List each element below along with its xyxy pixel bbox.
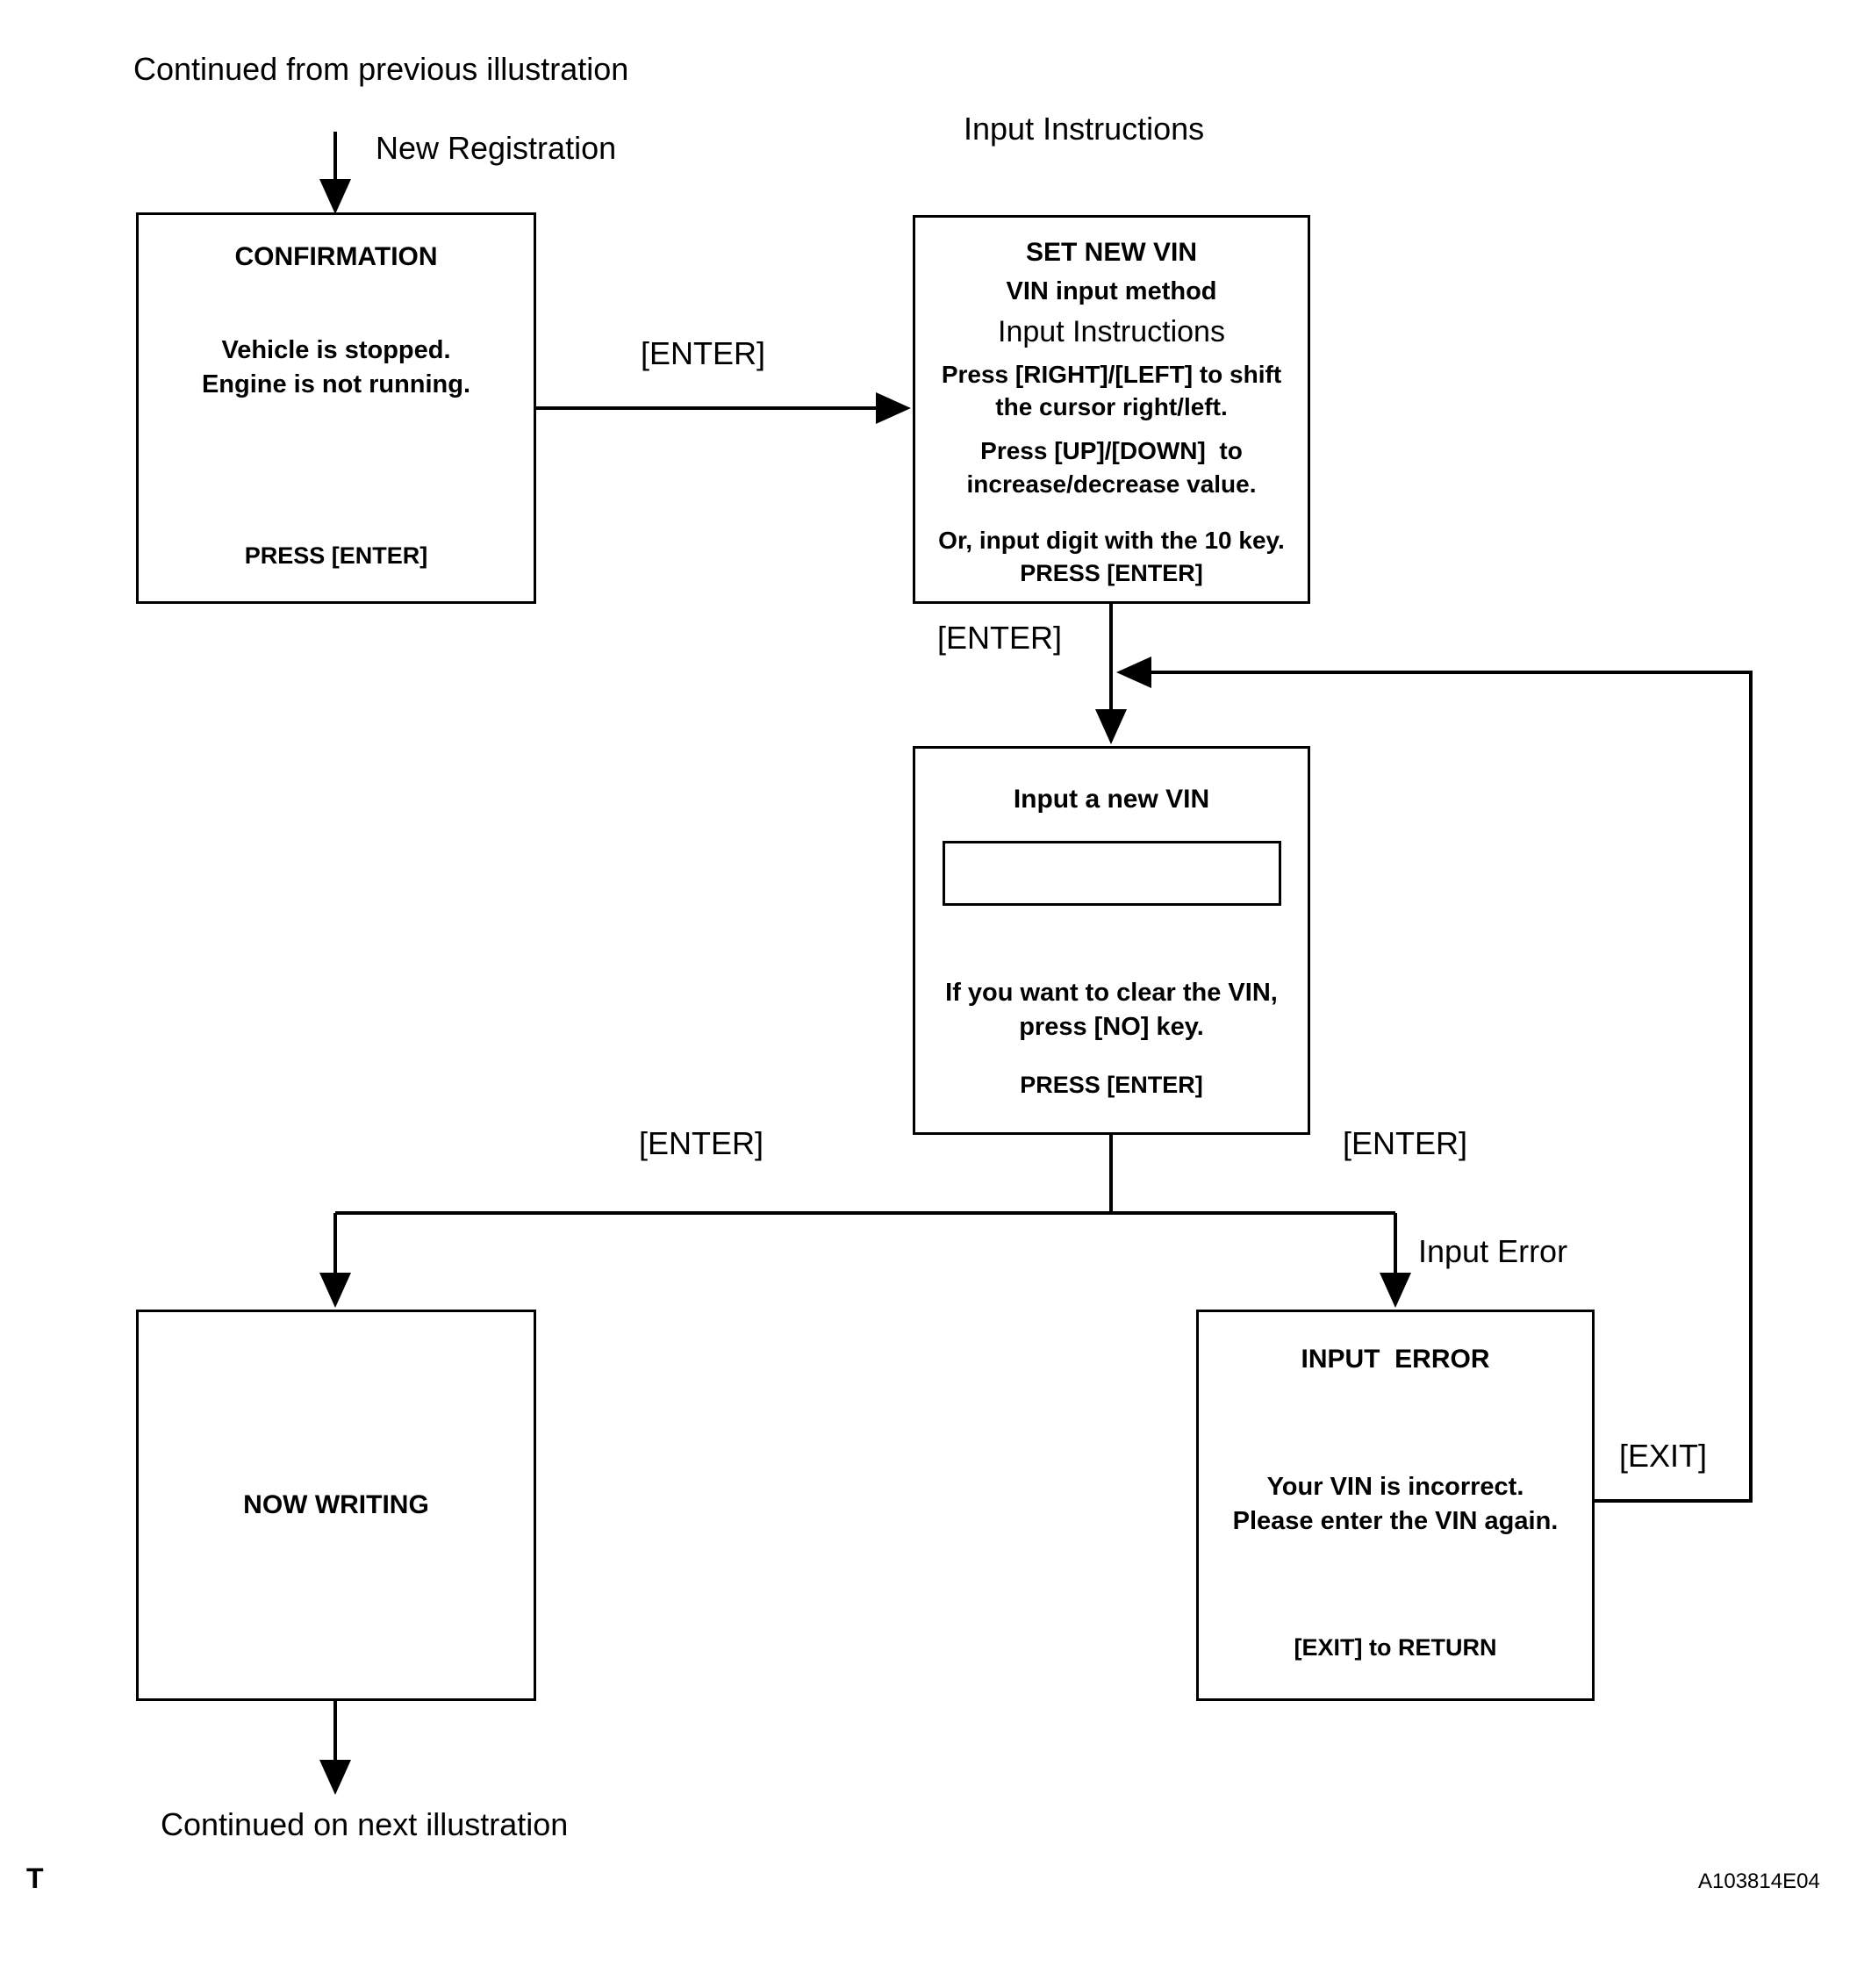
setvin-instr1b: the cursor right/left.: [995, 393, 1228, 421]
note-continued-prev: Continued from previous illustration: [133, 51, 629, 87]
inputerror-footer: [EXIT] to RETURN: [1294, 1633, 1497, 1661]
vin-input-field: [943, 841, 1281, 906]
arrowhead-return-left: [1116, 657, 1151, 688]
setvin-instr2b: increase/decrease value.: [966, 470, 1257, 498]
nowwriting-title: NOW WRITING: [243, 1489, 429, 1519]
note-continued-next: Continued on next illustration: [161, 1806, 569, 1842]
inputvin-title: Input a new VIN: [1013, 785, 1210, 814]
arrowhead-into-inputerror: [1380, 1273, 1411, 1308]
setvin-instr2a: Press [UP]/[DOWN] to: [980, 437, 1243, 465]
label-input-error: Input Error: [1418, 1233, 1568, 1269]
confirmation-line2: Engine is not running.: [201, 370, 471, 399]
inputerror-body: [1233, 1470, 1559, 1539]
setvin-footer: PRESS [ENTER]: [1020, 559, 1203, 586]
label-enter-top: [ENTER]: [641, 335, 766, 371]
setvin-instr3: Or, input digit with the 10 key.: [938, 526, 1285, 554]
inputvin-note: [945, 976, 1278, 1044]
arrowhead-into-nowwriting: [319, 1273, 351, 1308]
inputerror-title: INPUT ERROR: [1301, 1345, 1490, 1374]
arrowhead-into-confirmation: [319, 179, 351, 214]
confirmation-title: CONFIRMATION: [234, 242, 438, 271]
arrowhead-confirmation-to-setvin: [876, 392, 911, 424]
box-now-writing: [136, 1310, 536, 1701]
inputvin-footer: PRESS [ENTER]: [1020, 1071, 1203, 1098]
confirmation-body: [202, 334, 470, 402]
inputvin-note2: press [NO] key.: [1019, 1012, 1204, 1041]
inputvin-note1: If you want to clear the VIN,: [945, 978, 1278, 1007]
box-set-new-vin: [913, 215, 1310, 604]
label-new-registration: New Registration: [376, 130, 617, 166]
figure-id: A103814E04: [1698, 1870, 1820, 1893]
arrowhead-continue-next: [319, 1760, 351, 1795]
setvin-subtitle: VIN input method: [1006, 276, 1217, 305]
label-enter-right: [ENTER]: [1343, 1125, 1468, 1161]
label-enter-mid: [ENTER]: [937, 620, 1063, 656]
branch-lines: [335, 1135, 1395, 1276]
box-input-error: [1196, 1310, 1595, 1701]
inputerror-line2: Please enter the VIN again.: [1232, 1507, 1559, 1536]
label-exit: [EXIT]: [1619, 1438, 1708, 1474]
confirmation-line1: Vehicle is stopped.: [221, 335, 451, 364]
label-enter-left: [ENTER]: [639, 1125, 764, 1161]
box-input-new-vin: [913, 746, 1310, 1135]
confirmation-footer: PRESS [ENTER]: [244, 542, 428, 569]
box-confirmation: [136, 212, 536, 604]
arrowhead-setvin-to-inputvin: [1095, 709, 1127, 744]
inputerror-line1: Your VIN is incorrect.: [1266, 1472, 1524, 1501]
label-input-instructions: Input Instructions: [964, 111, 1205, 147]
setvin-instr1a: Press [RIGHT]/[LEFT] to shift: [941, 360, 1282, 388]
setvin-title: SET NEW VIN: [1025, 238, 1197, 267]
setvin-heading: Input Instructions: [998, 314, 1225, 348]
corner-letter: T: [26, 1862, 44, 1894]
